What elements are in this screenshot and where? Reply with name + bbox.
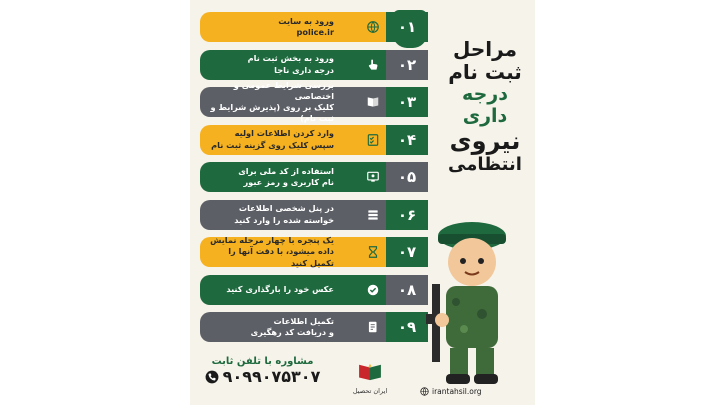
step-text-line-1: ورود به سایت bbox=[278, 15, 334, 26]
title-line-4: نیروی bbox=[449, 126, 521, 155]
consultation-block bbox=[200, 356, 325, 386]
title-line-5: انتظامی bbox=[448, 154, 522, 176]
step-number: ۰۹ bbox=[386, 312, 428, 342]
step-text-wrap bbox=[200, 128, 334, 150]
checklist-icon bbox=[360, 125, 386, 155]
step-text-wrap bbox=[200, 16, 334, 38]
step-number: ۰۶ bbox=[386, 200, 428, 230]
irantahsil-logo bbox=[350, 362, 390, 395]
step-text-line-2: خواسته شده را وارد کنید bbox=[234, 214, 334, 225]
phone-icon bbox=[205, 370, 219, 384]
step-3 bbox=[200, 79, 428, 124]
step-text-wrap bbox=[200, 284, 334, 295]
website-link[interactable] bbox=[420, 387, 530, 396]
title-line-3: درجه داری bbox=[462, 83, 508, 127]
step-text bbox=[200, 125, 360, 155]
globe-icon bbox=[360, 12, 386, 42]
step-text-wrap bbox=[200, 203, 334, 225]
step-text-line-1: در پنل شخصی اطلاعات bbox=[238, 203, 334, 214]
step-text bbox=[200, 200, 360, 230]
step-1 bbox=[200, 12, 428, 42]
step-text-wrap bbox=[200, 316, 334, 338]
consultation-phone[interactable] bbox=[200, 367, 325, 386]
step-8 bbox=[200, 275, 428, 305]
pointer-hand-icon bbox=[360, 50, 386, 80]
step-2 bbox=[200, 50, 428, 80]
step-7 bbox=[200, 237, 428, 267]
book-logo-icon bbox=[356, 362, 384, 382]
page-title bbox=[440, 38, 530, 176]
step-6 bbox=[200, 200, 428, 230]
step-text-line-1: بررسی شرایط عمومی و اختصاصی bbox=[233, 79, 334, 101]
step-text-line-2: درجه داری ناجا bbox=[274, 64, 334, 75]
login-screen-icon bbox=[360, 162, 386, 192]
step-number: ۰۱ bbox=[386, 12, 428, 42]
step-text-line-1: عکس خود را بارگذاری کنید bbox=[226, 283, 334, 294]
consultation-label: مشاوره با تلفن ثابت bbox=[211, 356, 314, 367]
step-text-line-2: و دریافت کد رهگیری bbox=[250, 327, 334, 337]
book-icon bbox=[360, 87, 386, 117]
step-number: ۰۴ bbox=[386, 125, 428, 155]
soldier-illustration bbox=[412, 214, 522, 389]
step-number: ۰۲ bbox=[386, 50, 428, 80]
check-circle-icon bbox=[360, 275, 386, 305]
phone-number: ۹۰۹۹۰۷۵۳۰۷ bbox=[222, 367, 321, 386]
step-text-line-1: یک پنجره با چهار مرحله نمایش bbox=[210, 235, 334, 246]
step-9 bbox=[200, 312, 428, 342]
globe-small-icon bbox=[420, 387, 429, 396]
step-text-line-2: نام کاربری و رمز عبور bbox=[243, 177, 334, 187]
step-number: ۰۳ bbox=[386, 87, 428, 117]
step-text bbox=[200, 275, 360, 305]
step-text-line-2: داده میشود، با دقت آنها را تکمیل کنید bbox=[228, 246, 334, 268]
hourglass-icon bbox=[360, 237, 386, 267]
website-text: irantahsil.org bbox=[432, 387, 482, 396]
step-text-line-2: سپس کلیک روی گزینه ثبت نام bbox=[211, 139, 334, 150]
step-text bbox=[200, 50, 360, 80]
step-text-wrap bbox=[200, 235, 334, 268]
step-5 bbox=[200, 162, 428, 192]
step-text-wrap bbox=[200, 166, 334, 188]
step-text-wrap bbox=[200, 53, 334, 75]
title-line-1: مراحل bbox=[453, 37, 517, 61]
step-4 bbox=[200, 125, 428, 155]
document-edit-icon bbox=[360, 312, 386, 342]
step-text-line-2: کلیک بر روی (پذیرش شرایط و ثبت نام) bbox=[210, 102, 334, 124]
database-icon bbox=[360, 200, 386, 230]
step-text-line-2: police.ir bbox=[296, 27, 334, 37]
step-number: ۰۷ bbox=[386, 237, 428, 267]
step-number: ۰۸ bbox=[386, 275, 428, 305]
step-text-line-1: تکمیل اطلاعات bbox=[273, 315, 334, 326]
step-text-wrap bbox=[200, 80, 334, 124]
step-text-line-1: ورود به بخش ثبت نام bbox=[247, 53, 334, 64]
title-line-2: ثبت نام bbox=[448, 60, 522, 84]
step-text-line-1: وارد کردن اطلاعات اولیه bbox=[234, 128, 334, 139]
step-text bbox=[200, 312, 360, 342]
step-text bbox=[200, 237, 360, 267]
step-text bbox=[200, 162, 360, 192]
step-text bbox=[200, 79, 360, 124]
step-text-line-1: استفاده از کد ملی برای bbox=[238, 165, 334, 176]
logo-text: ایران تحصیل bbox=[352, 387, 388, 395]
step-text bbox=[200, 12, 360, 42]
step-number: ۰۵ bbox=[386, 162, 428, 192]
